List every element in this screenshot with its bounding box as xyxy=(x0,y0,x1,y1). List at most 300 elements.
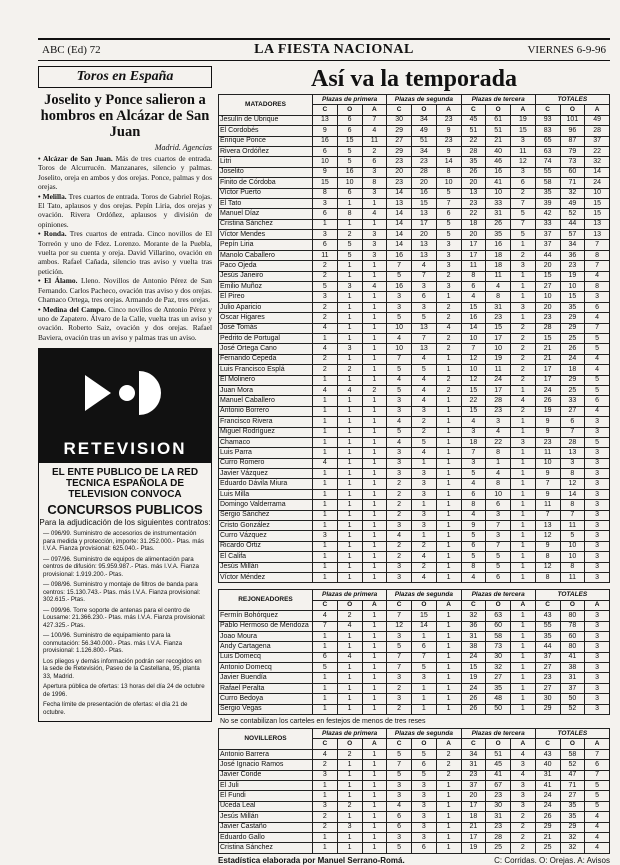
stat-cell: 1 xyxy=(313,541,338,551)
bullfighter-name: Rafael Peralta xyxy=(219,683,313,693)
table-row xyxy=(219,469,610,479)
stat-cell: 1 xyxy=(436,448,461,458)
stat-cell: 19 xyxy=(486,354,511,364)
stat-cell: 28 xyxy=(461,146,486,156)
stat-cell: 27 xyxy=(535,663,560,673)
stat-cell: 4 xyxy=(461,292,486,302)
stat-cell: 6 xyxy=(337,115,362,125)
stat-cell: 83 xyxy=(535,126,560,136)
bullfighter-name: Curro Romero xyxy=(219,458,313,468)
ad-line-1: EL ENTE PUBLICO DE LA RED TECNICA ESPAÑOLA DE TELEVISION CONVOCA xyxy=(51,467,199,501)
bullfighter-name: Luis Francisco Esplá xyxy=(219,365,313,375)
stat-cell: 4 xyxy=(337,621,362,631)
table-row xyxy=(219,292,610,302)
stat-cell: 1 xyxy=(313,552,338,562)
stat-cell: 1 xyxy=(511,240,536,250)
stat-cell: 3 xyxy=(585,621,610,631)
stat-cell: 1 xyxy=(362,500,387,510)
stat-cell: 2 xyxy=(313,822,338,832)
table-row xyxy=(219,521,610,531)
stat-cell: 5 xyxy=(387,427,412,437)
stat-cell: 15 xyxy=(560,292,585,302)
sub-header: C xyxy=(461,105,486,115)
stat-cell: 26 xyxy=(486,219,511,229)
stat-cell: 44 xyxy=(535,250,560,260)
article-paragraph xyxy=(38,192,212,230)
stat-cell: 5 xyxy=(461,531,486,541)
stat-cell: 1 xyxy=(436,417,461,427)
stat-cell: 3 xyxy=(461,458,486,468)
stat-cell: 1 xyxy=(436,489,461,499)
table-note: No se contabilizan los carteles en festejos de menos de tres reses xyxy=(220,718,426,726)
stat-cell: 28 xyxy=(535,323,560,333)
stat-cell: 2 xyxy=(436,770,461,780)
stat-cell: 1 xyxy=(337,541,362,551)
ad-brand: RETEVISION xyxy=(39,437,211,463)
stat-cell: 2 xyxy=(511,344,536,354)
stat-cell: 3 xyxy=(436,261,461,271)
stat-cell: 3 xyxy=(511,302,536,312)
stat-cell: 80 xyxy=(560,611,585,621)
sub-header: O xyxy=(560,739,585,749)
bullfighter-name: El Califa xyxy=(219,552,313,562)
stat-cell: 1 xyxy=(412,631,437,641)
stat-cell: 3 xyxy=(387,562,412,572)
stat-cell: 4 xyxy=(412,375,437,385)
stat-cell: 1 xyxy=(362,333,387,343)
ad-item: Los pliegos y demás información podrán ser recogidos en la sede de Retevisión, Paseo de la Castellana, 95, planta 33, Madrid. xyxy=(43,657,202,680)
table-row xyxy=(219,250,610,260)
bullfighter-name: Eduardo Dávila Miura xyxy=(219,479,313,489)
stat-cell: 9 xyxy=(313,167,338,177)
stat-cell: 3 xyxy=(412,791,437,801)
stat-cell: 2 xyxy=(436,344,461,354)
stat-cell: 1 xyxy=(337,375,362,385)
stat-cell: 1 xyxy=(337,572,362,582)
stat-cell: 25 xyxy=(535,843,560,853)
stat-cell: 3 xyxy=(387,302,412,312)
stat-cell: 1 xyxy=(313,396,338,406)
stat-cell: 5 xyxy=(585,385,610,395)
stat-cell: 14 xyxy=(560,489,585,499)
bullfighter-name: Uceda Leal xyxy=(219,801,313,811)
bullfighter-name: Antonio Domecq xyxy=(219,663,313,673)
stat-cell: 5 xyxy=(337,146,362,156)
stat-cell: 2 xyxy=(436,271,461,281)
stat-cell: 8 xyxy=(486,292,511,302)
stat-cell: 29 xyxy=(535,822,560,832)
article-paragraph xyxy=(38,229,212,276)
sub-header: A xyxy=(362,105,387,115)
ad-item: Apertura pública de ofertas: 13 horas del día 24 de octubre de 1996. xyxy=(43,683,205,698)
stat-cell: 22 xyxy=(461,136,486,146)
headline: Joselito y Ponce salieron a hombros en Alcázar de San Juan xyxy=(40,92,210,140)
bullfighter-name: Francisco Rivera xyxy=(219,417,313,427)
stat-cell: 3 xyxy=(585,642,610,652)
stat-cell: 1 xyxy=(362,489,387,499)
stat-cell: 1 xyxy=(362,801,387,811)
stat-cell: 12 xyxy=(461,354,486,364)
stat-cell: 7 xyxy=(585,240,610,250)
stat-cell: 2 xyxy=(337,611,362,621)
logo-icon xyxy=(39,349,211,437)
stat-cell: 11 xyxy=(560,521,585,531)
stat-cell: 7 xyxy=(387,760,412,770)
stat-cell: 3 xyxy=(585,500,610,510)
bullfighter-name: Luis Milla xyxy=(219,489,313,499)
stat-cell: 87 xyxy=(560,136,585,146)
stat-cell: 3 xyxy=(387,396,412,406)
bullfighter-name: Miguel Rodríguez xyxy=(219,427,313,437)
stat-cell: 3 xyxy=(387,406,412,416)
stat-cell: 1 xyxy=(511,489,536,499)
matadores-table xyxy=(218,94,610,583)
stat-cell: 3 xyxy=(585,572,610,582)
stat-cell: 1 xyxy=(436,611,461,621)
stat-cell: 1 xyxy=(337,271,362,281)
stat-cell: 1 xyxy=(362,621,387,631)
stat-cell: 1 xyxy=(362,694,387,704)
stat-cell: 10 xyxy=(436,178,461,188)
stat-cell: 5 xyxy=(412,770,437,780)
stat-cell: 1 xyxy=(362,396,387,406)
stat-cell: 1 xyxy=(362,781,387,791)
stat-cell: 29 xyxy=(560,822,585,832)
stat-cell: 20 xyxy=(535,261,560,271)
stat-cell: 1 xyxy=(337,673,362,683)
bullfighter-name: Óscar Higares xyxy=(219,313,313,323)
stat-cell: 1 xyxy=(362,822,387,832)
stat-cell: 36 xyxy=(461,621,486,631)
stat-cell: 9 xyxy=(535,427,560,437)
bullfighter-name: Javier Conde xyxy=(219,770,313,780)
stat-cell: 2 xyxy=(313,365,338,375)
stat-cell: 49 xyxy=(585,115,610,125)
stat-cell: 18 xyxy=(461,219,486,229)
stat-cell: 35 xyxy=(560,302,585,312)
stat-cell: 2 xyxy=(387,510,412,520)
stat-cell: 29 xyxy=(560,323,585,333)
stat-cell: 27 xyxy=(535,683,560,693)
stat-cell: 3 xyxy=(585,427,610,437)
stat-cell: 1 xyxy=(436,406,461,416)
stat-cell: 8 xyxy=(535,572,560,582)
table-row xyxy=(219,663,610,673)
bullfighter-name: Juan Mora xyxy=(219,385,313,395)
sub-header: A xyxy=(511,600,536,610)
stat-cell: 23 xyxy=(436,136,461,146)
stat-cell: 6 xyxy=(486,500,511,510)
stat-cell: 1 xyxy=(436,541,461,551)
group-header: Plazas de tercera xyxy=(461,95,535,105)
stat-cell: 1 xyxy=(511,448,536,458)
stat-cell: 6 xyxy=(486,572,511,582)
ad-item: — 096/99. Suministro de accesorios de instrumentación para medida y protección, importe: 31.252.000.- Ptas. más I.V.A. Fianza provisional: 625.040.- Ptas. xyxy=(43,530,204,553)
stat-cell: 8 xyxy=(461,500,486,510)
stat-cell: 16 xyxy=(486,167,511,177)
stat-cell: 23 xyxy=(461,770,486,780)
stat-cell: 60 xyxy=(560,631,585,641)
retevision-logo xyxy=(39,349,211,437)
stat-cell: 21 xyxy=(535,354,560,364)
rejoneadores-table xyxy=(218,589,610,715)
stat-cell: 4 xyxy=(585,843,610,853)
stat-cell: 10 xyxy=(486,344,511,354)
stat-cell: 25 xyxy=(560,385,585,395)
sub-header: O xyxy=(337,739,362,749)
stat-cell: 1 xyxy=(337,500,362,510)
stat-cell: 96 xyxy=(560,126,585,136)
stat-cell: 3 xyxy=(412,510,437,520)
stat-cell: 22 xyxy=(486,437,511,447)
table-row xyxy=(219,282,610,292)
stat-cell: 38 xyxy=(560,663,585,673)
stat-cell: 1 xyxy=(313,832,338,842)
stat-cell: 32 xyxy=(585,157,610,167)
stat-cell: 37 xyxy=(535,230,560,240)
stat-cell: 10 xyxy=(461,333,486,343)
stat-cell: 1 xyxy=(313,631,338,641)
stat-cell: 2 xyxy=(436,385,461,395)
stat-cell: 10 xyxy=(535,292,560,302)
stat-cell: 3 xyxy=(387,292,412,302)
ad-items xyxy=(39,527,211,716)
stat-cell: 1 xyxy=(337,521,362,531)
stat-cell: 7 xyxy=(535,510,560,520)
stat-cell: 7 xyxy=(511,219,536,229)
stat-cell: 4 xyxy=(511,396,536,406)
stat-cell: 15 xyxy=(412,611,437,621)
stat-cell: 1 xyxy=(337,760,362,770)
bullfighter-name: Pepín Liria xyxy=(219,240,313,250)
stat-cell: 3 xyxy=(585,541,610,551)
stat-cell: 2 xyxy=(313,812,338,822)
bullfighter-name: El Fundi xyxy=(219,791,313,801)
stat-cell: 4 xyxy=(387,375,412,385)
stat-cell: 3 xyxy=(387,469,412,479)
stat-cell: 24 xyxy=(535,801,560,811)
stat-cell: 3 xyxy=(585,611,610,621)
stat-cell: 1 xyxy=(337,396,362,406)
stat-cell: 24 xyxy=(461,652,486,662)
sub-header: C xyxy=(535,105,560,115)
table-row xyxy=(219,611,610,621)
stat-cell: 5 xyxy=(337,250,362,260)
stat-cell: 1 xyxy=(337,261,362,271)
stat-cell: 5 xyxy=(387,770,412,780)
stat-cell: 1 xyxy=(337,552,362,562)
table-row xyxy=(219,673,610,683)
stat-cell: 26 xyxy=(461,167,486,177)
table-row xyxy=(219,427,610,437)
stat-cell: 7 xyxy=(313,621,338,631)
stat-cell: 49 xyxy=(412,126,437,136)
stat-cell: 31 xyxy=(461,760,486,770)
stat-cell: 6 xyxy=(436,209,461,219)
table-row xyxy=(219,313,610,323)
stat-cell: 41 xyxy=(486,770,511,780)
group-header: TOTALES xyxy=(535,729,609,739)
table-row xyxy=(219,510,610,520)
stat-cell: 2 xyxy=(387,489,412,499)
stat-cell: 1 xyxy=(511,427,536,437)
stat-cell: 1 xyxy=(362,521,387,531)
bullfighter-name: Eduardo Gallo xyxy=(219,832,313,842)
stat-cell: 7 xyxy=(486,541,511,551)
bullfighter-name: Antonio Barrera xyxy=(219,749,313,759)
stat-cell: 7 xyxy=(560,427,585,437)
stat-cell: 14 xyxy=(387,188,412,198)
bullfighter-name: El Molinero xyxy=(219,375,313,385)
bullfighter-name: Emilio Muñoz xyxy=(219,282,313,292)
stat-cell: 3 xyxy=(585,469,610,479)
stat-cell: 5 xyxy=(412,313,437,323)
stat-cell: 1 xyxy=(511,479,536,489)
stat-cell: 80 xyxy=(560,642,585,652)
stat-cell: 13 xyxy=(585,219,610,229)
stat-cell: 1 xyxy=(511,271,536,281)
stat-cell: 6 xyxy=(313,146,338,156)
stat-cell: 1 xyxy=(436,642,461,652)
stat-cell: 60 xyxy=(560,167,585,177)
stat-cell: 1 xyxy=(313,489,338,499)
stat-cell: 5 xyxy=(436,219,461,229)
stat-cell: 23 xyxy=(461,198,486,208)
stat-cell: 1 xyxy=(436,822,461,832)
stat-cell: 15 xyxy=(461,406,486,416)
stat-cell: 8 xyxy=(560,562,585,572)
sub-header: O xyxy=(337,105,362,115)
stat-cell: 2 xyxy=(313,313,338,323)
stat-cell: 5 xyxy=(387,749,412,759)
stat-cell: 3 xyxy=(412,282,437,292)
stat-cell: 27 xyxy=(387,136,412,146)
bullfighter-name: Fernando Cepeda xyxy=(219,354,313,364)
stat-cell: 1 xyxy=(313,683,338,693)
stat-cell: 3 xyxy=(511,136,536,146)
stat-cell: 1 xyxy=(436,531,461,541)
stat-cell: 16 xyxy=(313,136,338,146)
stat-cell: 7 xyxy=(412,333,437,343)
stat-cell: 1 xyxy=(511,541,536,551)
stat-cell: 1 xyxy=(362,572,387,582)
group-header: Plazas de segunda xyxy=(387,95,461,105)
stat-cell: 17 xyxy=(461,240,486,250)
group-header: Plazas de segunda xyxy=(387,729,461,739)
table-row xyxy=(219,621,610,631)
stat-cell: 14 xyxy=(387,219,412,229)
stat-cell: 17 xyxy=(461,832,486,842)
stat-cell: 13 xyxy=(461,188,486,198)
stat-cell: 1 xyxy=(337,198,362,208)
stat-cell: 1 xyxy=(313,333,338,343)
stat-cell: 4 xyxy=(436,323,461,333)
stat-cell: 5 xyxy=(511,209,536,219)
stat-cell: 1 xyxy=(436,396,461,406)
stat-cell: 32 xyxy=(486,663,511,673)
stat-cell: 3 xyxy=(387,458,412,468)
stat-cell: 3 xyxy=(461,427,486,437)
stat-cell: 5 xyxy=(585,781,610,791)
section-title: LA FIESTA NACIONAL xyxy=(254,42,414,57)
stat-cell: 10 xyxy=(387,344,412,354)
stat-cell: 1 xyxy=(362,562,387,572)
stat-cell: 9 xyxy=(535,541,560,551)
stat-cell: 4 xyxy=(511,749,536,759)
stat-cell: 12 xyxy=(511,157,536,167)
stat-cell: 3 xyxy=(585,417,610,427)
stat-cell: 30 xyxy=(486,652,511,662)
stat-cell: 3 xyxy=(387,631,412,641)
stat-cell: 3 xyxy=(486,531,511,541)
table-row xyxy=(219,843,610,853)
stat-cell: 13 xyxy=(412,240,437,250)
stat-cell: 7 xyxy=(585,323,610,333)
stat-cell: 4 xyxy=(412,572,437,582)
group-header: Plazas de primera xyxy=(313,590,387,600)
stat-cell: 35 xyxy=(486,230,511,240)
stat-cell: 1 xyxy=(511,621,536,631)
stat-cell: 4 xyxy=(412,385,437,395)
stat-cell: 16 xyxy=(337,167,362,177)
stat-cell: 32 xyxy=(461,611,486,621)
stat-cell: 35 xyxy=(560,812,585,822)
table-footer xyxy=(218,856,610,865)
stat-cell: 1 xyxy=(511,552,536,562)
stat-cell: 14 xyxy=(387,240,412,250)
stat-cell: 1 xyxy=(337,427,362,437)
stat-cell: 15 xyxy=(585,198,610,208)
stat-cell: 17 xyxy=(535,375,560,385)
bullfighter-name: El Cordobés xyxy=(219,126,313,136)
stat-cell: 26 xyxy=(461,704,486,714)
stat-cell: 2 xyxy=(436,375,461,385)
stat-cell: 28 xyxy=(486,396,511,406)
stat-cell: 18 xyxy=(461,437,486,447)
stat-cell: 73 xyxy=(560,157,585,167)
stat-cell: 45 xyxy=(486,760,511,770)
bullfighter-name: Javier Castaño xyxy=(219,822,313,832)
stat-cell: 28 xyxy=(560,437,585,447)
bullfighter-name: Curro Vázquez xyxy=(219,531,313,541)
ad-item: — 100/96. Suministro de equipamiento para la conmutación: 56.340.000.- Ptas. más I.V.A. Fianza provisional: 1.126.800.- Ptas. xyxy=(43,632,183,655)
stat-cell: 1 xyxy=(313,500,338,510)
stat-cell: 1 xyxy=(313,510,338,520)
sub-header: A xyxy=(585,739,610,749)
stat-cell: 13 xyxy=(412,209,437,219)
stat-cell: 4 xyxy=(412,552,437,562)
stat-cell: 14 xyxy=(387,209,412,219)
stat-cell: 8 xyxy=(461,271,486,281)
table-row xyxy=(219,385,610,395)
stat-cell: 1 xyxy=(337,479,362,489)
stat-cell: 7 xyxy=(560,510,585,520)
stat-cell: 6 xyxy=(585,302,610,312)
stat-cell: 79 xyxy=(560,146,585,156)
stat-cell: 1 xyxy=(436,781,461,791)
stat-cell: 1 xyxy=(436,694,461,704)
stat-cell: 15 xyxy=(337,136,362,146)
stat-cell: 3 xyxy=(412,673,437,683)
stat-cell: 1 xyxy=(313,448,338,458)
table-row xyxy=(219,323,610,333)
stat-cell: 61 xyxy=(486,115,511,125)
table-row xyxy=(219,146,610,156)
stat-cell: 1 xyxy=(362,663,387,673)
stat-cell: 3 xyxy=(511,781,536,791)
paragraph-lead: • Medina del Campo. xyxy=(38,304,109,314)
stat-cell: 7 xyxy=(387,663,412,673)
